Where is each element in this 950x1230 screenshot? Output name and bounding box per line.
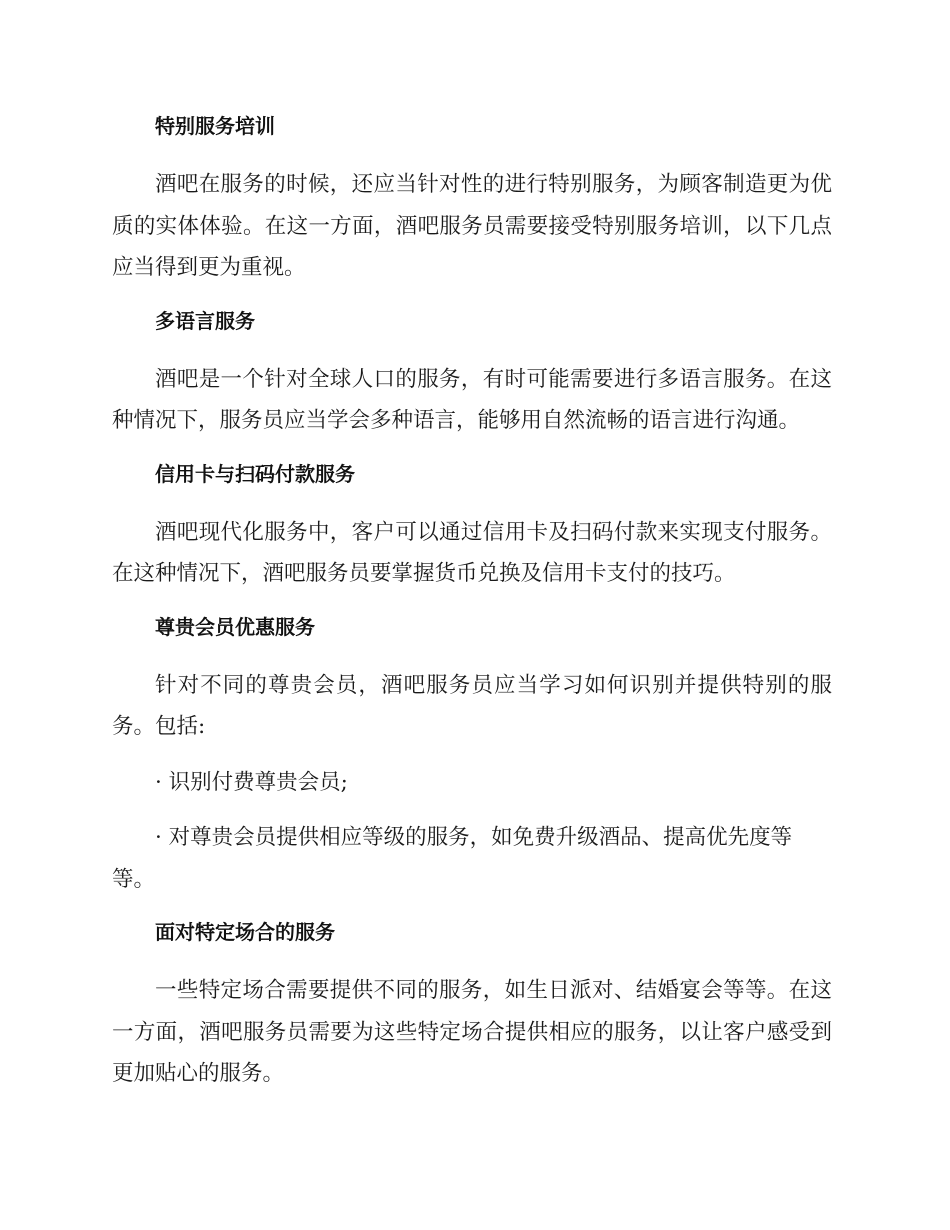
section-heading: 面对特定场合的服务 [155,920,335,944]
section-heading: 信用卡与扫码付款服务 [155,461,355,486]
section-special-occasion-service [112,914,832,1095]
paragraph: 针对不同的尊贵会员，酒吧服务员应当学习如何识别并提供特别的服务。包括: [112,672,832,739]
document-page [112,108,832,1109]
section-heading: 尊贵会员优惠服务 [155,614,315,639]
list-item: · 对尊贵会员提供相应等级的服务，如免费升级酒品、提高优先度等等。 [112,825,793,892]
paragraph: 酒吧是一个针对全球人口的服务，有时可能需要进行多语言服务。在这种情况下，服务员应当学会多种语言，能够用自然流畅的语言进行沟通。 [112,366,832,433]
paragraph: 酒吧现代化服务中，客户可以通过信用卡及扫码付款来实现支付服务。在这种情况下，酒吧服务员要掌握货币兑换及信用卡支付的技巧。 [112,519,832,586]
paragraph: 酒吧在服务的时候，还应当针对性的进行特别服务，为顾客制造更为优质的实体体验。在这一方面，酒吧服务员需要接受特别服务培训，以下几点应当得到更为重视。 [112,172,832,280]
list-item: · 识别付费尊贵会员; [155,769,348,795]
section-special-service-training [112,108,832,289]
section-card-and-qr-payment [112,456,832,595]
section-multilingual-service [112,303,832,442]
section-heading: 特别服务培训 [155,114,275,138]
paragraph: 一些特定场合需要提供不同的服务，如生日派对、结婚宴会等等。在这一方面，酒吧服务员需要为这些特定场合提供相应的服务，以让客户感受到更加贴心的服务。 [112,978,832,1086]
section-heading: 多语言服务 [155,308,255,333]
section-vip-member-service [112,609,832,901]
